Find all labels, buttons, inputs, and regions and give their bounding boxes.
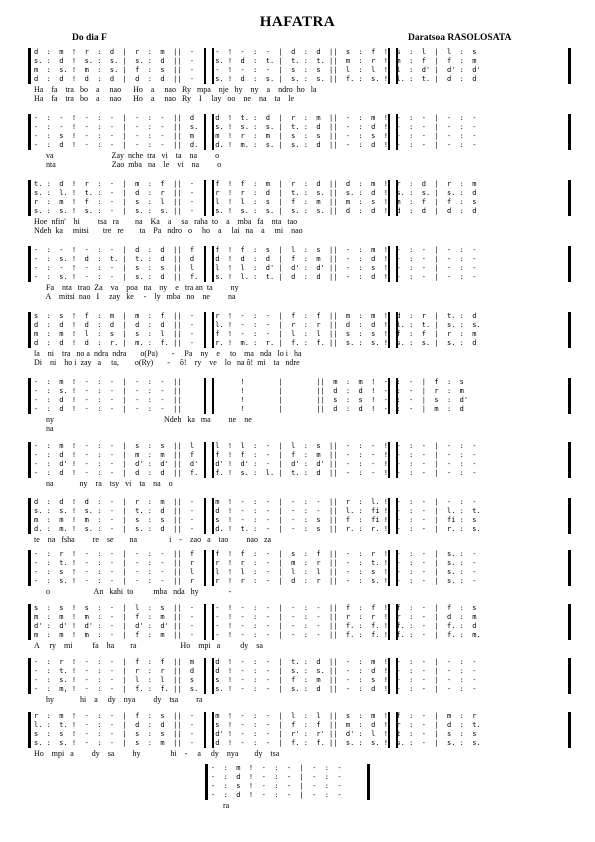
solfa-voice-line: m : m ! m : - | f : m || - : - ! - : - | - : - || f. : f. ! f. : - | f. : m. (34, 631, 481, 639)
solfa-voice-line: s : s ! f : m | m : f || - : r ! - : - | f : f || m : m ! d : r | t. : d (34, 312, 477, 320)
solfa-voice-line: d. : m. ! s. : - | s. : d || - : d. ! t. : - | - : s || r. : r. ! - : - | r. : s. (34, 525, 481, 533)
solfa-voice-line: - : m ! - : - | s : s || l : l ! l : - | l : s || - : - ! - : - | - : - (34, 442, 477, 450)
key-signature: Do dia F (72, 33, 107, 43)
solfa-voice-line: - : r ! - : - | f : f || m : d ! - : - | t. : d || - : m ! - : - | - : - (34, 658, 477, 666)
solfa-voice-line: s : s ! - : - | s : s || - : d' ! - : - | r' : r' || d' : l ! t : - | s : s (34, 730, 477, 738)
solfa-voice-line: - : s. ! - : - | - : - || ! | || d : d ! - : - | r : m (34, 387, 464, 395)
solfa-voice-line: m : s. ! m : s. | f : s || - : - ! - : - | s : s || l : l ! l : d' | d' : d' (34, 66, 481, 74)
lyric-line: Ha fa tra bo a nao Ho a nao Ry I lay oo ne na ta le (34, 94, 295, 103)
solfa-voice-line: - : d ! - : - | - : - || ! | || d : d ! - : - | m : d (34, 405, 464, 413)
lyric-line: ra (211, 801, 230, 810)
lyric-line: Ha fa tra bo a nao Ho a nao Ry mpa nje hy ny a ndro ho la (34, 85, 317, 94)
solfa-voice-line: d : m ! r : d | r : m || - : - ! - : - | d : d || s : f ! s : l | l : s (34, 48, 477, 56)
solfa-voice-line: - : s. ! - : - | l : l || s : s ! - : - | f : m || - : s ! - : - | - : - (34, 676, 477, 684)
solfa-voice-line: - : d ! - : - | d : d || f. : f. ! s. : l. | t. : d || - : - ! - : - | - : - (34, 469, 477, 477)
lyric-line: Di ni ho i zay a ta, o(Ry) - ô! ry ve lo na ô! mi ta ndre (34, 358, 300, 367)
solfa-voice-line: s. : l. ! t. : - | d : r || - : r ! r : d | t. : s. || s. : d ! s. : s. | s. : d (34, 189, 477, 197)
lyric-line: la ni tra no a ndra ndra o(Pa) - Pa ny e to ma nda lo i ha (34, 349, 302, 358)
solfa-voice-line: s. : s. ! s. : - | t. : d || - : d ! - : - | - : - || l. : fi ! - : - | l. : t. (34, 507, 481, 515)
solfa-voice-line: r : m ! - : - | f : s || - : m ! - : - | l : l || s : m ! f : - | m : r (34, 712, 477, 720)
solfa-voice-line: m : m ! l : s | s : l || - : f ! - : - | l : l || s : s ! f : f | r : m (34, 330, 477, 338)
solfa-voice-line: s : s ! s : - | l : s || - : - ! - : - | - : - || f : f ! f : - | f : s (34, 604, 477, 612)
lyric-line: Fa nta trao Za va poa na ny e tra an ta ny (34, 283, 239, 292)
lyric-line: Hoe nfin' hi tsa ra na Ka a sa raha to a mba fa nta tao (34, 217, 298, 226)
solfa-voice-line: m : m ! m : - | s : s || - : s ! - : - | - : s || f : fi ! - : - | fi : s (34, 516, 477, 524)
solfa-voice-line: - : s ! - : - | - : - || l : l ! l : - | l : l || - : s ! - : - | s. : - (34, 568, 477, 576)
solfa-voice-line: t. : d ! r : - | m : f || - : f ! f : m | r : d || d : m ! r : d | r : m (34, 180, 477, 188)
solfa-voice-line: - : d ! - : - | - : - (211, 791, 342, 799)
solfa-voice-line: - : s ! - : - | - : - || m : m ! r : m | s : s || - : s ! - : - | - : - (34, 132, 477, 140)
solfa-voice-line: - : d' ! - : - | d' : d' || d' : d' ! d' : - | d' : d' || - : - ! - : - | - : - (34, 460, 477, 468)
solfa-voice-line: d : d ! d : d | d : d || - : s. ! d : s. | s. : s. || f. : s. ! l. : t. | d : d (34, 75, 477, 83)
lyric-line: Ndeh ka mitsi tre re ta Pa ndro o ho a lai na a mi nao (34, 226, 303, 235)
solfa-voice-line: m : m ! m : - | f : m || - : - ! - : - | - : - || r : r ! r : - | d : m (34, 613, 477, 621)
lyric-line: na (34, 424, 54, 433)
solfa-voice-line: - : d ! - : - | - : - (211, 773, 342, 781)
lyric-line: na ny ra tsy vi ta na o (34, 479, 173, 488)
lyric-line: A ry mi fa ha ra Ho mpi a dy sa (34, 641, 263, 650)
solfa-voice-line: - : m, ! - : - | f. : f. || s. : s. ! - : - | s. : d || - : d ! - : - | - : - (34, 685, 477, 693)
lyric-line: va Zay nche tra vi ta na o (34, 151, 220, 160)
lyric-line: nta Zao mba na le vi na o (34, 160, 222, 169)
solfa-voice-line: - : - ! - : - | d : d || f : f ! f : s | l : s || - : m ! - : - | - : - (34, 246, 477, 254)
solfa-voice-line: - : s. ! d : t. | t. : d || d : d ! d : d | f : m || - : d ! - : - | - : - (34, 255, 477, 263)
solfa-voice-line: l. : t. ! - : - | d : d || - : s ! - : - | f : f || m : d ! r : - | d : t. (34, 721, 481, 729)
solfa-voice-line: - : - ! - : - | - : - || d : d ! t. : d | r : m || - : m ! - : - | - : - (34, 114, 477, 122)
solfa-voice-line: - : t. ! - : - | - : - || r : r ! r : - | m : r || - : t. ! - : - | s. : - (34, 559, 477, 567)
lyric-line: ny Ndeh ka ma ne ne (34, 415, 252, 424)
solfa-voice-line: s. : d ! s. : s. | s. : d || - : s. ! d : t. | t. : t. || m : r ! m : f | f : m (34, 57, 477, 65)
solfa-voice-line: - : - ! - : - | - : - || s. : s. ! s. : s. | t. : d || - : d ! - : - | - : - (34, 123, 477, 131)
composer-name: Daratsoa RASOLOSATA (408, 33, 512, 43)
solfa-voice-line: d : d ! d : d | d : d || - : l. ! - : - | r : r || d : d ! l. : t. | s. : s. (34, 321, 481, 329)
lyric-line: Ho mpi a dy sa hy hi - a dy nya dy tsa (34, 749, 280, 758)
solfa-voice-line: - : r ! - : - | - : - || f : f ! f : - | s : f || - : r ! - : - | s. : - (34, 550, 477, 558)
solfa-voice-line: - : d ! - : - | m : m || f : f ! f : - | f : m || - : - ! - : - | - : - (34, 451, 477, 459)
solfa-voice-line: - : s. ! - : - | s. : d || f. : s. ! l. : t. | d : d || - : d ! - : - | - : - (34, 273, 477, 281)
solfa-voice-line: r : m ! f : - | s : l || - : l ! l : s | f : m || m : s ! m : f | f : s (34, 198, 477, 206)
solfa-voice-line: s. : s. ! - : - | s : m || - : d ! - : - | f. : f. || s. : s. ! s. : - | s. : s. (34, 739, 481, 747)
lyric-line: te na fsha re se na i - zao a tao nao za (34, 535, 272, 544)
solfa-voice-line: s. : s. ! s. : - | s. : s. || - : s. ! s. : s. | s. : s. || d : d ! d : d | d : d (34, 207, 477, 215)
solfa-voice-line: d : d ! d : r. | m. : f. || - : r. ! m. : r. | f. : f. || s. : s. ! s. : s. | s. : d (34, 339, 477, 347)
lyric-line: hy hi a dy nya dy tsa ra (34, 695, 203, 704)
solfa-voice-line: - : d ! - : - | - : - || d. : d. ! m. : s. | s. : d || - : d ! - : - | - : - (34, 141, 477, 149)
solfa-voice-line: - : s ! - : - | - : - (211, 782, 342, 790)
solfa-voice-line: d' : d' ! d' : - | d' : d' || - : - ! - : - | - : - || f. : f. ! f. : - | f. : d (34, 622, 477, 630)
solfa-voice-line: - : m ! - : - | - : - (211, 764, 342, 772)
solfa-voice-line: - : m ! - : - | - : - || ! | || m : m ! - : - | f : s (34, 378, 464, 386)
solfa-voice-line: - : - ! - : - | s : s || l : l ! l : d' | d' : d' || - : s ! - : - | - : - (34, 264, 477, 272)
solfa-voice-line: - : t. ! - : - | r : r || d : d ! - : - | s. : s. || - : d ! - : - | - : - (34, 667, 477, 675)
lyric-line: A mitsi nao I zay ke - ly mba no ne na (34, 292, 236, 301)
lyric-line: o An kahi to mba nda hy - (34, 587, 232, 596)
solfa-voice-line: - : s. ! - : - | - : - || r : r ! r : - | d : r || - : s. ! - : - | s. : - (34, 577, 477, 585)
page-title: HAFATRA (259, 14, 336, 30)
solfa-voice-line: - : d ! - : - | - : - || ! | || s : s ! - : - | s : d' (34, 396, 469, 404)
solfa-voice-line: d : d ! d : - | r : m || - : m ! - : - | - : - || r : l. ! - : - | - : - (34, 498, 477, 506)
